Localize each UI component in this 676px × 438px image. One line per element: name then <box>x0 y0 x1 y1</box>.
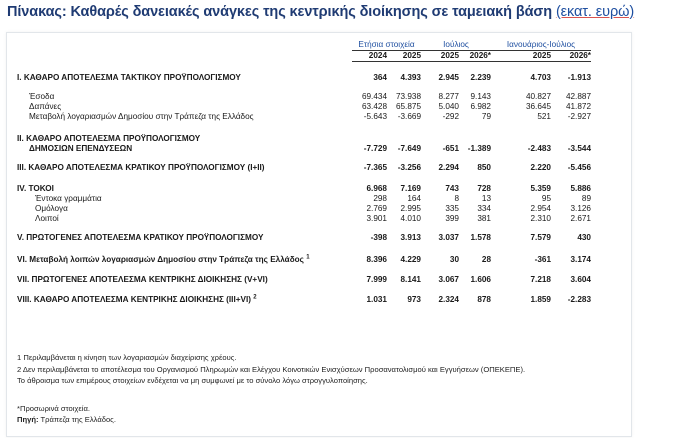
table-row <box>17 163 591 173</box>
row-label-text: VI. Μεταβολή λοιπών λογαριασμών Δημοσίου στην Τράπεζα της Ελλάδος <box>17 255 304 264</box>
cell: 381 <box>477 214 491 223</box>
cell: 5.886 <box>570 184 591 193</box>
table-row <box>17 112 591 122</box>
source-label: Πηγή: <box>17 414 39 424</box>
cell: 7.218 <box>530 275 551 284</box>
year-header: 2025 <box>387 51 421 62</box>
cell: 3.037 <box>438 233 459 242</box>
cell: 28 <box>481 255 491 264</box>
cell: -3.544 <box>567 144 591 153</box>
footnote-1: 1 Περιλαμβάνεται η κίνηση των λογαριασμών διαχείρισης χρέους. <box>17 353 237 362</box>
cell: 1.606 <box>470 275 491 284</box>
table-row <box>17 184 591 194</box>
table-row <box>17 255 591 265</box>
cell: -7.729 <box>363 144 387 153</box>
footnote-ref: 1 <box>306 254 310 261</box>
cell: 3.174 <box>570 255 591 264</box>
rounding-note: Το άθροισμα των επιμέρους στοιχείων ενδέχεται να μη συμφωνεί με το σύνολο λόγω στρογγυλοποίησης. <box>17 376 368 385</box>
cell: 743 <box>445 184 459 193</box>
cell: 2.294 <box>438 163 459 172</box>
source-line <box>17 415 116 426</box>
row-label: I. ΚΑΘΑΡΟ ΑΠΟΤΕΛΕΣΜΑ ΤΑΚΤΙΚΟΥ ΠΡΟΫΠΟΛΟΓΙΣΜΟΥ <box>17 73 241 82</box>
cell: 3.067 <box>438 275 459 284</box>
row-label: V. ΠΡΩΤΟΓΕΝΕΣ ΑΠΟΤΕΛΕΣΜΑ ΚΡΑΤΙΚΟΥ ΠΡΟΫΠΟΛΟΓΙΣΜΟΥ <box>17 233 264 242</box>
cell: 2.945 <box>438 73 459 82</box>
group-janjul: Ιανουάριος-Ιούλιος <box>491 40 591 51</box>
group-annual: Ετήσια στοιχεία <box>352 40 421 51</box>
cell: 6.968 <box>366 184 387 193</box>
cell: 8 <box>454 194 459 203</box>
table-row <box>17 73 591 83</box>
table-row <box>17 194 591 204</box>
cell: 65.875 <box>395 102 421 111</box>
row-label <box>17 295 352 305</box>
cell: 1.859 <box>530 295 551 304</box>
row-label: II. ΚΑΘΑΡΟ ΑΠΟΤΕΛΕΣΜΑ ΠΡΟΫΠΟΛΟΓΙΣΜΟΥ <box>17 134 201 143</box>
cell: 36.645 <box>525 102 551 111</box>
data-table <box>17 40 591 305</box>
table-row <box>17 204 591 214</box>
cell: -3.256 <box>397 163 421 172</box>
cell: 973 <box>407 295 421 304</box>
year-header: 2026* <box>551 51 591 62</box>
cell: 3.901 <box>366 214 387 223</box>
cell: 2.324 <box>438 295 459 304</box>
footnotes <box>17 352 525 387</box>
cell: 728 <box>477 184 491 193</box>
cell: 2.769 <box>366 204 387 213</box>
year-header: 2025 <box>491 51 551 62</box>
cell: 30 <box>449 255 459 264</box>
cell: 5.040 <box>438 102 459 111</box>
cell: 4.393 <box>400 73 421 82</box>
cell: 2.239 <box>470 73 491 82</box>
cell: 3.913 <box>400 233 421 242</box>
cell: 298 <box>373 194 387 203</box>
cell: -7.649 <box>397 144 421 153</box>
cell: 850 <box>477 163 491 172</box>
cell: 73.938 <box>395 92 421 101</box>
year-header: 2024 <box>352 51 387 62</box>
row-label <box>17 255 352 265</box>
cell: 7.999 <box>366 275 387 284</box>
cell: 40.827 <box>525 92 551 101</box>
page-title <box>7 4 634 20</box>
footnote-2: 2 Δεν περιλαμβάνεται το αποτέλεσμα του Οργανισμού Πληρωμών και Ελέγχου Κοινοτικών Ενισχύσεων Προσανατολισμού και Εγγυήσεων (ΟΠΕΚΕΠΕ). <box>17 364 526 374</box>
cell: 7.169 <box>400 184 421 193</box>
table-row <box>17 144 591 154</box>
cell: -2.927 <box>567 112 591 121</box>
table-row <box>17 233 591 243</box>
year-header-row <box>17 51 591 62</box>
row-label: IV. ΤΟΚΟΙ <box>17 184 54 193</box>
cell: 4.229 <box>400 255 421 264</box>
cell: 164 <box>407 194 421 203</box>
cell: 7.579 <box>530 233 551 242</box>
cell: 364 <box>373 73 387 82</box>
row-label: Έντοκα γραμμάτια <box>35 194 102 203</box>
group-july: Ιούλιος <box>421 40 491 51</box>
table-row <box>17 92 591 102</box>
cell: 4.703 <box>530 73 551 82</box>
cell: -1.389 <box>467 144 491 153</box>
table-row <box>17 102 591 112</box>
cell: 8.141 <box>400 275 421 284</box>
cell: -651 <box>442 144 459 153</box>
cell: -292 <box>442 112 459 121</box>
cell: 521 <box>537 112 551 121</box>
row-label: Δαπάνες <box>29 102 62 111</box>
row-label-cont: ΔΗΜΟΣΙΩΝ ΕΠΕΝΔΥΣΕΩΝ <box>29 144 133 153</box>
row-label: Μεταβολή λογαριασμών Δημοσίου στην Τράπεζα της Ελλάδος <box>29 112 254 121</box>
row-label-text: VIII. ΚΑΘΑΡΟ ΑΠΟΤΕΛΕΣΜΑ ΚΕΝΤΡΙΚΗΣ ΔΙΟΙΚΗΣΗΣ (III+VI) <box>17 295 251 304</box>
cell: 6.982 <box>470 102 491 111</box>
cell: 1.578 <box>470 233 491 242</box>
cell: 3.126 <box>570 204 591 213</box>
cell: -2.483 <box>527 144 551 153</box>
cell: 63.428 <box>361 102 387 111</box>
cell: 95 <box>541 194 551 203</box>
cell: 79 <box>481 112 491 121</box>
table-row <box>17 214 591 224</box>
footnote-ref: 2 <box>253 294 257 301</box>
cell: 878 <box>477 295 491 304</box>
cell: 1.031 <box>366 295 387 304</box>
year-header: 2026* <box>459 51 491 62</box>
cell: 2.671 <box>570 214 591 223</box>
cell: 9.143 <box>470 92 491 101</box>
cell: 69.434 <box>361 92 387 101</box>
cell: 430 <box>577 233 591 242</box>
table-row <box>17 134 591 144</box>
cell: 3.604 <box>570 275 591 284</box>
cell: 2.310 <box>530 214 551 223</box>
group-header-row <box>17 40 591 51</box>
year-header: 2025 <box>421 51 459 62</box>
row-label: Λοιποί <box>35 214 59 223</box>
table-row <box>17 275 591 285</box>
cell: -2.283 <box>567 295 591 304</box>
cell: -5.643 <box>363 112 387 121</box>
provisional-note: *Προσωρινά στοιχεία. <box>17 404 90 413</box>
cell: 8.277 <box>438 92 459 101</box>
cell: 5.359 <box>530 184 551 193</box>
cell: 334 <box>477 204 491 213</box>
cell: -3.669 <box>397 112 421 121</box>
cell: -361 <box>534 255 551 264</box>
cell: 335 <box>445 204 459 213</box>
cell: -7.365 <box>363 163 387 172</box>
cell: 41.872 <box>565 102 591 111</box>
row-label: VII. ΠΡΩΤΟΓΕΝΕΣ ΑΠΟΤΕΛΕΣΜΑ ΚΕΝΤΡΙΚΗΣ ΔΙΟΙΚΗΣΗΣ (V+VI) <box>17 275 268 284</box>
table-row <box>17 295 591 305</box>
cell: 89 <box>581 194 591 203</box>
row-label: Έσοδα <box>29 92 55 101</box>
cell: 2.220 <box>530 163 551 172</box>
row-label: III. ΚΑΘΑΡΟ ΑΠΟΤΕΛΕΣΜΑ ΚΡΑΤΙΚΟΥ ΠΡΟΫΠΟΛΟΓΙΣΜΟΥ (I+II) <box>17 163 265 172</box>
source-block <box>17 404 116 425</box>
title-text: Πίνακας: Καθαρές δανειακές ανάγκες της κεντρικής διοίκησης σε ταμειακή βάση <box>7 4 552 20</box>
cell: 13 <box>481 194 491 203</box>
cell: -398 <box>370 233 387 242</box>
row-label: Ομόλογα <box>35 204 68 213</box>
cell: 4.010 <box>400 214 421 223</box>
cell: 42.887 <box>565 92 591 101</box>
cell: -1.913 <box>567 73 591 82</box>
cell: 399 <box>445 214 459 223</box>
cell: 2.954 <box>530 204 551 213</box>
source-text: Τράπεζα της Ελλάδος. <box>38 414 116 424</box>
cell: 2.995 <box>400 204 421 213</box>
cell: -5.456 <box>567 163 591 172</box>
unit-label: (εκατ. ευρώ) <box>555 4 635 20</box>
cell: 8.396 <box>366 255 387 264</box>
